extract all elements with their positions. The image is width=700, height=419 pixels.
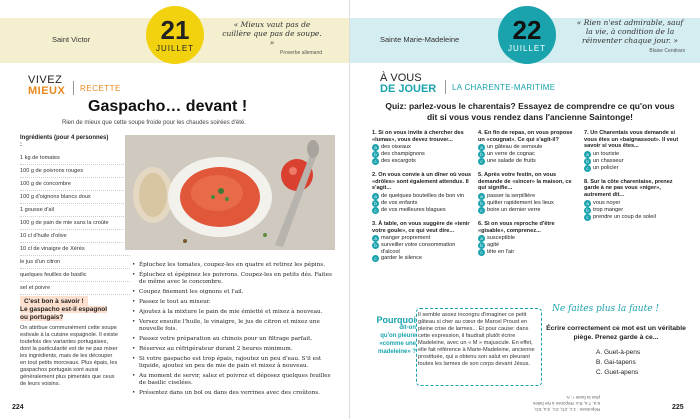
gaspacho-photo (125, 135, 335, 250)
option-letter-badge: c (372, 207, 379, 214)
quiz-title: Quiz: parlez-vous le charentais? Essayez de comprendre ce qu'on vous dit si vous vous rendez dans l'ancienne Saintonge! (385, 101, 675, 122)
option-letter-badge: a (478, 235, 485, 242)
why-box (370, 306, 540, 406)
rubric-divider (445, 80, 446, 94)
ingredient-item: quelques feuilles de basilic (20, 269, 130, 282)
ingredient-item: 100 g de concombre (20, 178, 130, 191)
quote-author: Blaise Cendrars (649, 48, 685, 54)
option-text: une salade de fruits (487, 158, 536, 165)
why-label-3: qu'on pleure (380, 333, 416, 339)
rubric-category: RECETTE (80, 84, 121, 93)
why-box-label (372, 316, 416, 356)
page-number: 224 (12, 404, 24, 411)
quiz-question (584, 179, 684, 221)
recipe-step: • Versez ensuite l'huile, le vinaigre, le jus de citron et mixez une nouvelle fois. (132, 319, 332, 333)
option-text: un policier (593, 164, 619, 171)
quiz-option[interactable] (478, 235, 578, 242)
quiz-question (478, 172, 578, 214)
quiz-option[interactable] (584, 200, 684, 207)
quiz-question-text: 2. On vous convie à un dîner où vous «drôles» sont également attendus. Il s'agit... (372, 172, 472, 192)
rubric-divider (73, 81, 74, 95)
quiz-option[interactable] (478, 144, 578, 151)
quiz-option[interactable] (478, 151, 578, 158)
option-letter-badge: a (584, 200, 591, 207)
option-letter-badge: b (372, 200, 379, 207)
quiz-column-3 (584, 130, 684, 228)
option-letter-badge: b (372, 151, 379, 158)
ingredient-item: 100 g de poivrons rouges (20, 165, 130, 178)
option-text: de vos enfants (381, 199, 418, 206)
option-letter-badge: b (584, 158, 591, 165)
fault-options (596, 348, 640, 378)
ingredient-item: 1 gousse d'ail (20, 204, 130, 217)
quiz-option[interactable] (478, 158, 578, 165)
recipe-step: • Passez votre préparation au chinois pour un filtrage parfait. (132, 336, 332, 343)
why-box-body: Il semble assez incongru d'imaginer ce petit gâteau si cher au cœur de Marcel Proust en pleine crise de larmes... Et pour cause: dans cette expression, il faudrait plutôt écrire Madeleine, avec un « M » majuscule. En effet, elle fait référence à Marie-Madeleine, ancienne prostituée, qui a obtenu son salut en pleurant toutes les larmes de son corps devant Jésus. (418, 312, 535, 367)
quiz-question (372, 221, 472, 262)
quiz-question-text: 4. En fin de repas, on vous propose un «cougnat». Ce qui s'agit-il? (478, 130, 573, 143)
option-letter-badge: c (478, 207, 485, 214)
quiz-option[interactable] (584, 151, 684, 158)
option-text: un gâteau de semoule (487, 144, 543, 151)
option-text: des escargots (381, 158, 416, 165)
option-letter-badge: a (372, 144, 379, 151)
option-text: des champignons (381, 151, 425, 158)
option-text: trop manger (593, 206, 624, 213)
quiz-column-1 (372, 130, 472, 269)
tip-heading: C'est bon à savoir ! (20, 296, 88, 307)
option-text: des oiseaux (381, 144, 411, 151)
date-badge (498, 6, 556, 64)
recipe-step: • Épluchez et épépinez les poivrons. Coupez-les en petits dés. Faites de même avec le concombre. (132, 272, 332, 286)
option-text: garder le silence (381, 255, 423, 262)
quiz-column-2 (478, 130, 578, 263)
date-day: 21 (160, 15, 190, 45)
quiz-option[interactable] (372, 242, 472, 255)
quiz-question (478, 221, 578, 256)
ingredient-item: 10 cl de vinaigre de Xérès (20, 243, 130, 256)
option-letter-badge: c (372, 255, 379, 262)
ingredients-heading: Ingrédients (pour 4 personnes) : (20, 135, 109, 148)
article-subtitle: Rien de mieux que cette soupe froide pour les chaudes soirées d'été. (62, 120, 246, 126)
quiz-option[interactable] (372, 235, 472, 242)
recipe-step: • Au moment de servir, salez et poivrez et déposez quelques feuilles de basilic ciselées. (132, 373, 332, 387)
fault-option[interactable]: C. Guet-apens (596, 369, 639, 376)
option-text: vous noyer (593, 199, 621, 206)
recipe-steps (132, 262, 332, 400)
quiz-option[interactable] (584, 158, 684, 165)
why-label-4: «comme une madeleine» ? (377, 341, 416, 355)
option-letter-badge: b (372, 242, 379, 249)
quote-author: Proverbe allemand (280, 50, 322, 56)
quote-text: « Mieux vaut pas de cuillère que pas de soupe. » (222, 20, 322, 47)
rubric-line2: DE JOUER (380, 83, 437, 95)
option-letter-badge: c (478, 158, 485, 165)
tip-question (20, 306, 116, 322)
date-month: JUILLET (155, 44, 195, 53)
option-text: boire un dernier verre (487, 206, 541, 213)
option-text: prendre un coup de soleil (593, 213, 656, 220)
quiz-question (584, 130, 684, 172)
daily-quote (222, 20, 322, 58)
quiz-option[interactable] (584, 207, 684, 214)
quiz-option[interactable] (372, 200, 472, 207)
fault-title: Ne faites plus la faute ! (552, 304, 659, 314)
quiz-option[interactable] (584, 214, 684, 221)
gaspacho-illustration (125, 135, 335, 250)
quiz-option[interactable] (478, 193, 578, 200)
tip-body: On attribue communément cette soupe estivale à la cuisine espagnole. Il existe toutefois des variantes portugaises, dont la particularité est de ne pas mixer les ingrédients, mais de les découper en tout petits morceaux. Plus épais, les gaspachos portugais sont aussi généralement plus pimentés que ceux de leurs voisins. (20, 325, 118, 387)
recipe-step: • Si votre gaspacho est trop épais, rajoutez un peu d'eau. S'il est liquide, ajoutez un peu de mie de pain et mixez à nouveau. (132, 356, 332, 370)
tip-question-text: Le gaspacho est-il espagnol ou portugais? (20, 306, 108, 321)
option-letter-badge: b (478, 242, 485, 249)
option-letter-badge: a (372, 235, 379, 242)
quiz-option[interactable] (372, 207, 472, 214)
quiz-question-text: 5. Après votre festin, on vous demande de «sincer» la maison, ce qui signifie... (478, 172, 572, 192)
option-letter-badge: a (372, 193, 379, 200)
option-text: quitter rapidement les lieux (487, 199, 554, 206)
fault-option[interactable]: A. Guet-à-pens (596, 349, 641, 356)
option-text: un verre de cognac (487, 151, 535, 158)
recipe-step: • Coupez finement les oignons et l'ail. (132, 289, 332, 296)
recipe-step: • Réservez au réfrigérateur durant 2 heures minimum. (132, 346, 332, 353)
fault-option[interactable]: B. Gai-tapens (596, 359, 636, 366)
article-title: Gaspacho… devant ! (88, 98, 248, 115)
right-page (350, 0, 700, 419)
option-letter-badge: b (584, 207, 591, 214)
ingredient-item: 100 g d'oignons blancs doux (20, 191, 130, 204)
quiz-question (372, 130, 472, 165)
option-letter-badge: b (478, 200, 485, 207)
option-letter-badge: a (584, 151, 591, 158)
quiz-option[interactable] (478, 207, 578, 214)
option-letter-badge: a (478, 144, 485, 151)
rubric-line2: MIEUX (28, 85, 66, 97)
quiz-option[interactable] (372, 193, 472, 200)
option-letter-badge: b (478, 151, 485, 158)
why-label-1: Pourquoi (376, 315, 416, 325)
option-text: un touriste (593, 150, 620, 157)
saint-name: Sainte Marie-Madeleine (380, 35, 460, 44)
quiz-option[interactable] (372, 255, 472, 262)
option-text: susceptible (487, 235, 515, 242)
quiz-option[interactable] (372, 158, 472, 165)
option-letter-badge: c (584, 214, 591, 221)
quiz-question-text: 7. Un Charentais vous demande si vous êtes un «baignassout». Il veut savoir si vous êtes... (584, 130, 679, 150)
ingredient-item: 10 cl d'huile d'olive (20, 230, 130, 243)
quote-text: « Rien n'est admirable, sauf la vie, à condition de la réinventer chaque jour. » (576, 18, 684, 45)
quiz-option[interactable] (584, 165, 684, 172)
ingredient-item: 1 kg de tomates (20, 152, 130, 165)
rubric-category: LA CHARENTE-MARITIME (452, 83, 556, 92)
option-letter-badge: c (478, 249, 485, 256)
option-text: de vos meilleures blagues (381, 206, 446, 213)
quiz-question-text: 8. Sur la côte charentaise, prenez garde à ne pas vous «niger», autrement dit... (584, 178, 673, 198)
option-text: un chasseur (593, 157, 624, 164)
option-letter-badge: c (372, 158, 379, 165)
quiz-option[interactable] (372, 151, 472, 158)
quiz-question (372, 172, 472, 214)
option-letter-badge: c (584, 165, 591, 172)
recipe-step: • Présentez dans un bol ou dans des verrines avec des croûtons. (132, 390, 332, 397)
ingredient-item: le jus d'un citron (20, 256, 130, 269)
page-number: 225 (672, 404, 684, 411)
option-text: tête en l'air (487, 249, 515, 256)
fault-question: Écrire correctement ce mot est un véritable piège. Prenez garde à ce... (546, 325, 686, 341)
option-text: de quelques bouteilles de bon vin (381, 192, 465, 199)
why-label-2: dit-on (399, 325, 416, 331)
ingredients-list (20, 152, 130, 295)
saint-name: Saint Victor (52, 35, 91, 44)
quiz-question-text: 6. Si on vous reproche d'être «gisable», comprenez... (478, 220, 555, 234)
date-month: JUILLET (507, 44, 547, 53)
ingredient-item: sel et poivre (20, 282, 130, 295)
date-badge (146, 6, 204, 64)
recipe-step: • Passez le tout au mixeur. (132, 299, 332, 306)
option-text: surveiller votre consommation d'alcool (381, 242, 456, 255)
quiz-question (478, 130, 578, 165)
option-text: agité (487, 242, 500, 249)
quiz-question-text: 1. Si on vous invite à chercher des «lumas», vous devez trouver... (372, 130, 464, 143)
quiz-question-text: 3. À table, on vous suggère de «tenir votre goule», ce qui veut dire... (372, 220, 470, 234)
option-letter-badge: a (478, 193, 485, 200)
recipe-step: • Épluchez les tomates, coupez-les en quatre et retirez les pépins. (132, 262, 332, 269)
daily-quote (575, 18, 685, 56)
ingredient-item: 100 g de pain de mie sans la croûte (20, 217, 130, 230)
option-text: manger proprement (381, 235, 431, 242)
recipe-step: • Ajoutez à la mixture le pain de mie émietté et mixez à nouveau. (132, 309, 332, 316)
quiz-option[interactable] (478, 242, 578, 249)
rubric-line1: VIVEZ (28, 74, 63, 86)
quiz-option[interactable] (478, 200, 578, 207)
quiz-option[interactable] (372, 144, 472, 151)
quiz-option[interactable] (478, 249, 578, 256)
option-text: passer la serpillière (487, 192, 536, 199)
quiz-answers: Réponses : 1:c, 2:b, 3:c, 4:a, 5:b, 6:a, 7:a, 8:a. Réponse à Ne faites plus la faute ! : A. (532, 395, 600, 412)
rubric-line1: À VOUS (380, 72, 422, 84)
date-day: 22 (512, 15, 542, 45)
